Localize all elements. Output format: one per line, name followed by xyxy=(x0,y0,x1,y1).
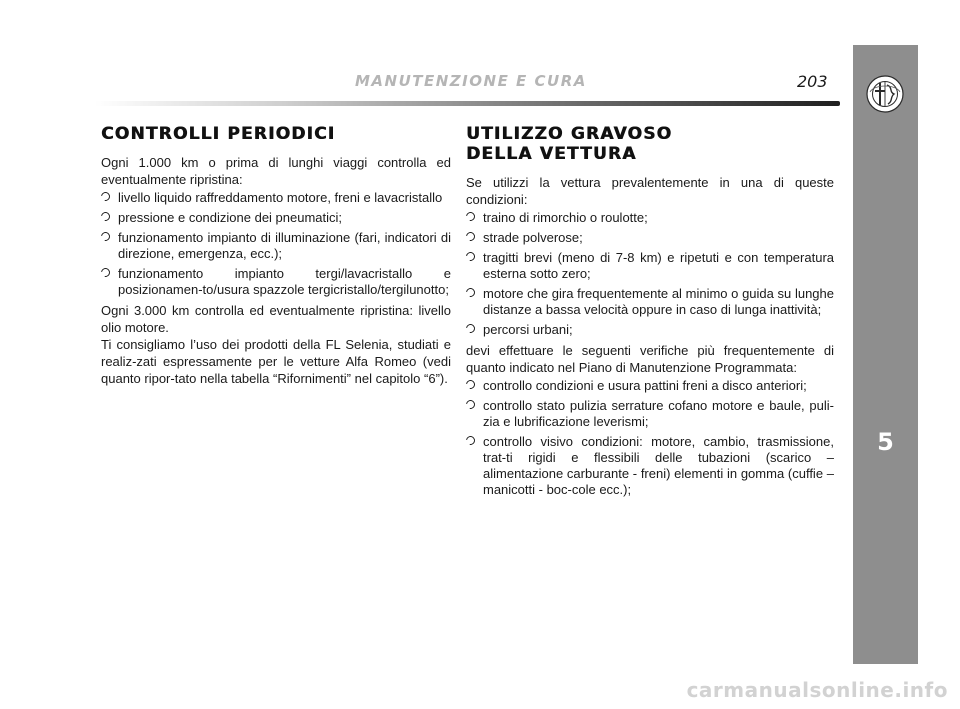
list-item xyxy=(101,266,451,298)
list-item xyxy=(101,230,451,262)
bullet-icon xyxy=(464,230,477,243)
list-item xyxy=(466,398,834,430)
list-item-text: tragitti brevi (meno di 7-8 km) e ripetuti e con temperatura esterna sotto zero; xyxy=(483,250,834,281)
list-item-text: funzionamento impianto di illuminazione (fari, indicatori di direzione, emergenza, ecc.); xyxy=(118,230,451,261)
list-item xyxy=(101,210,451,226)
list-item-text: funzionamento impianto tergi/lavacristallo e posizionamen-to/usura spazzole tergicristallo/tergilunotto; xyxy=(118,266,451,297)
paragraph: Ogni 3.000 km controlla ed eventualmente ripristina: livello olio motore. xyxy=(101,303,451,335)
list-item xyxy=(466,250,834,282)
alfa-romeo-logo-icon xyxy=(866,75,904,113)
bullet-icon xyxy=(99,266,112,279)
bullet-icon xyxy=(464,210,477,223)
check-list xyxy=(101,190,451,298)
chapter-number: 5 xyxy=(877,428,894,456)
paragraph: Se utilizzi la vettura prevalentemente in una di queste condizioni: xyxy=(466,175,834,207)
list-item xyxy=(466,230,834,246)
list-item xyxy=(466,286,834,318)
section-heading-heavy-use xyxy=(466,124,834,164)
list-item-text: percorsi urbani; xyxy=(483,322,573,337)
page-number: 203 xyxy=(797,72,828,91)
bullet-icon xyxy=(464,286,477,299)
condition-list xyxy=(466,210,834,338)
header-divider xyxy=(95,101,840,106)
list-item xyxy=(466,210,834,226)
section-title: MANUTENZIONE E CURA xyxy=(355,72,587,90)
bullet-icon xyxy=(464,250,477,263)
watermark: carmanualsonline.info xyxy=(686,678,948,702)
list-item-text: traino di rimorchio o roulotte; xyxy=(483,210,648,225)
list-item-text: controllo condizioni e usura pattini freni a disco anteriori; xyxy=(483,378,807,393)
list-item-text: livello liquido raffreddamento motore, freni e lavacristallo xyxy=(118,190,443,205)
heading-line: DELLA VETTURA xyxy=(466,144,637,164)
list-item-text: motore che gira frequentemente al minimo o guida su lunghe distanze a bassa velocità oppure in caso di lunga inattività; xyxy=(483,286,834,317)
bullet-icon xyxy=(464,398,477,411)
verification-list xyxy=(466,378,834,498)
list-item-text: pressione e condizione dei pneumatici; xyxy=(118,210,343,225)
section-heading-periodic-checks: CONTROLLI PERIODICI xyxy=(101,124,336,144)
list-item xyxy=(466,378,834,394)
list-item-text: strade polverose; xyxy=(483,230,583,245)
paragraph: Ti consigliamo l’uso dei prodotti della FL Selenia, studiati e realiz-zati espressamente per le vetture Alfa Romeo (vedi quanto ripor-tato nella tabella “Rifornimenti” nel capitolo “6”). xyxy=(101,337,451,386)
right-column xyxy=(466,124,834,502)
heading-line: UTILIZZO GRAVOSO xyxy=(466,124,673,144)
bullet-icon xyxy=(464,378,477,391)
chapter-side-tab xyxy=(853,45,918,664)
bullet-icon xyxy=(99,230,112,243)
list-item-text: controllo stato pulizia serrature cofano motore e baule, puli-zia e lubrificazione leverismi; xyxy=(483,398,834,429)
paragraph: devi effettuare le seguenti verifiche più frequentemente di quanto indicato nel Piano di Manutenzione Programmata: xyxy=(466,343,834,375)
bullet-icon xyxy=(99,190,112,203)
list-item xyxy=(101,190,451,206)
bullet-icon xyxy=(464,434,477,447)
bullet-icon xyxy=(99,210,112,223)
list-item-text: controllo visivo condizioni: motore, cambio, trasmissione, trat-ti rigidi e flessibili delle tubazioni (scarico – alimentazione carburante - freni) elementi in gomma (cuffie – manicotti - boc-cole ecc.); xyxy=(483,434,834,497)
bullet-icon xyxy=(464,322,477,335)
list-item xyxy=(466,434,834,498)
left-column xyxy=(101,124,451,387)
list-item xyxy=(466,322,834,338)
paragraph: Ogni 1.000 km o prima di lunghi viaggi controlla ed eventualmente ripristina: xyxy=(101,155,451,187)
